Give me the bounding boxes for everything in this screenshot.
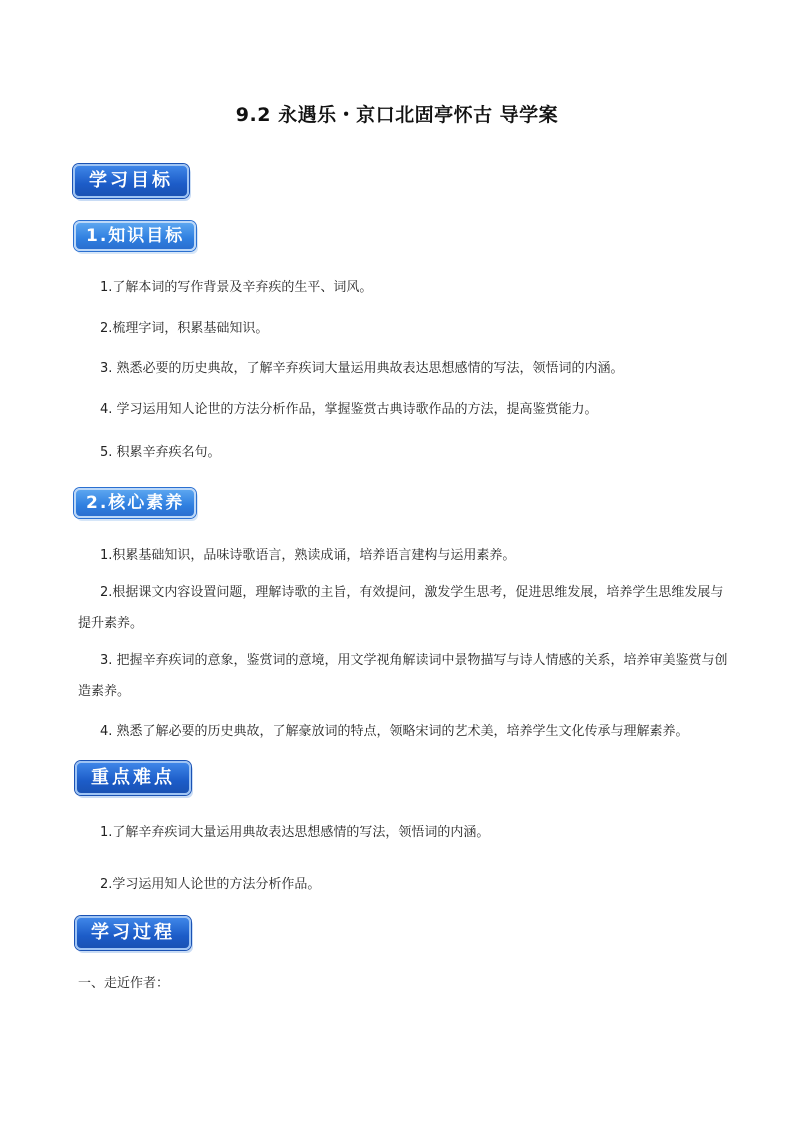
- knowledge-item-4: 4. 学习运用知人论世的方法分析作品，掌握鉴赏古典诗歌作品的方法，提高鉴赏能力。: [100, 402, 598, 417]
- literacy-item-2: 2.根据课文内容设置问题，理解诗歌的主旨，有效提问，激发学生思考，促进思维发展，培养学生思维发展与提升素养。: [78, 585, 724, 631]
- literacy-item-3: 3. 把握辛弃疾词的意象，鉴赏词的意境，用文学视角解读词中景物描写与诗人情感的关系，培养审美鉴赏与创造素养。: [78, 653, 728, 699]
- section-key-points: 重点难点: [75, 761, 191, 795]
- literacy-item-4: 4. 熟悉了解必要的历史典故，了解豪放词的特点，领略宋词的艺术美，培养学生文化传承与理解素养。: [100, 724, 689, 739]
- page-title: 9.2 永遇乐・京口北固亭怀古 导学案: [235, 104, 559, 126]
- section-learning-goals: 学习目标: [73, 164, 189, 198]
- knowledge-item-3: 3. 熟悉必要的历史典故，了解辛弃疾词大量运用典故表达思想感情的写法，领悟词的内涵。: [100, 361, 624, 376]
- section-learning-process: 学习过程: [75, 916, 191, 950]
- process-heading: 一、走近作者：: [78, 976, 170, 991]
- key-item-2: 2.学习运用知人论世的方法分析作品。: [100, 877, 321, 892]
- literacy-item-1: 1.积累基础知识，品味诗歌语言，熟读成诵，培养语言建构与运用素养。: [100, 548, 516, 563]
- knowledge-item-5: 5. 积累辛弃疾名句。: [100, 445, 221, 460]
- knowledge-item-2: 2.梳理字词，积累基础知识。: [100, 321, 269, 336]
- knowledge-item-1: 1.了解本词的写作背景及辛弃疾的生平、词风。: [100, 280, 373, 295]
- section-core-literacy: 2.核心素养: [74, 488, 196, 518]
- section-knowledge-goals: 1.知识目标: [74, 221, 196, 251]
- key-item-1: 1.了解辛弃疾词大量运用典故表达思想感情的写法，领悟词的内涵。: [100, 825, 490, 840]
